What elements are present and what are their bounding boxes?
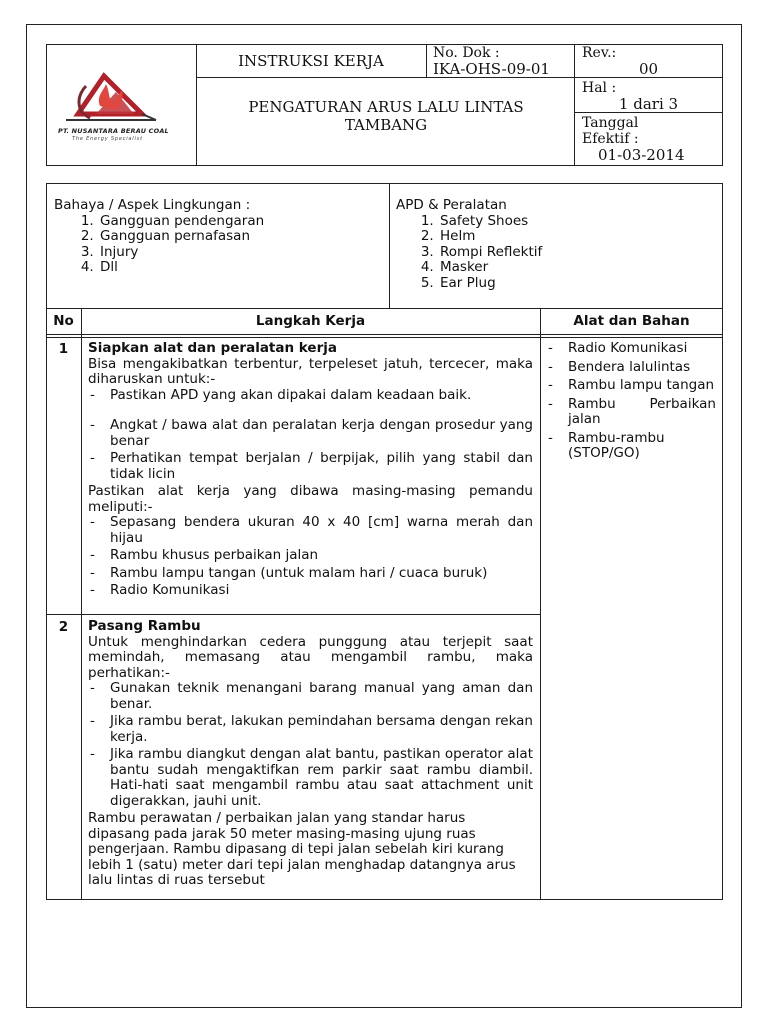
step-closing: Rambu perawatan / perbaikan jalan yang standar harus dipasang pada jarak 50 meter masing-masing ujung ruas pengerjaan. Rambu dipasang di tepi jalan sebelah kiri kurang lebih 1 (satu) meter dari tepi jalan menghadap datangnya arus lalu lintas di ruas tersebut <box>88 810 516 888</box>
step-bullets <box>88 388 533 483</box>
no-dok-label: No. Dok : <box>433 45 500 61</box>
ppe-list <box>396 214 716 292</box>
list-item: - Rambu-rambu (STOP/GO) <box>546 431 716 462</box>
list-item: - Radio Komunikasi <box>546 341 716 357</box>
list-item: 4. Dll <box>98 260 384 276</box>
list-item: - Perhatikan tempat berjalan / berpijak, pilih yang stabil dan tidak licin <box>88 451 533 482</box>
list-item: 3. Injury <box>98 245 384 261</box>
hazards-title: Bahaya / Aspek Lingkungan : <box>54 197 251 213</box>
divider <box>426 44 427 77</box>
list-item: - Rambu Perbaikan jalan <box>546 397 716 428</box>
hal-value: 1 dari 3 <box>618 95 679 113</box>
list-item: - Rambu khusus perbaikan jalan <box>88 548 533 564</box>
divider <box>81 308 82 900</box>
list-item: - Jika rambu berat, lakukan pemindahan bersama dengan rekan kerja. <box>88 714 533 745</box>
company-tagline: The Energy Specialist <box>72 136 143 142</box>
list-item: 2. Gangguan pernafasan <box>98 229 384 245</box>
rev-value: 00 <box>638 60 659 78</box>
ppe-section <box>396 198 716 291</box>
step-cell <box>88 619 533 889</box>
efektif-label: Efektif : <box>582 131 639 147</box>
step-title: Siapkan alat dan peralatan kerja <box>88 340 337 356</box>
tanggal-value: 01-03-2014 <box>598 146 685 164</box>
rev-label: Rev.: <box>582 45 617 61</box>
no-dok-value: IKA-OHS-09-01 <box>433 60 550 78</box>
list-item: 2. Helm <box>438 229 716 245</box>
hal-label: Hal : <box>582 80 617 96</box>
doc-title: PENGATURAN ARUS LALU LINTAS TAMBANG <box>248 98 524 134</box>
doc-type: INSTRUKSI KERJA <box>238 52 384 70</box>
step-intro: Untuk menghindarkan cedera punggung atau terjepit saat memindah, memasang atau mengambil rambu, maka perhatikan:- <box>88 633 533 681</box>
hazards-list <box>54 214 384 276</box>
col-header-no: No <box>53 313 74 329</box>
step-note: Pastikan alat kerja yang dibawa masing-masing pemandu meliputi:- <box>88 483 533 515</box>
list-item: 3. Rompi Reflektif <box>438 245 716 261</box>
list-item: - Angkat / bawa alat dan peralatan kerja dengan prosedur yang benar <box>88 418 533 449</box>
step-bullets <box>88 681 533 809</box>
list-item: - Rambu lampu tangan (untuk malam hari / cuaca buruk) <box>88 566 533 582</box>
row-number: 2 <box>58 619 69 635</box>
step-intro: Bisa mengakibatkan terbentur, terpeleset jatuh, tercecer, maka diharuskan untuk:- <box>88 355 533 387</box>
list-item: - Gunakan teknik menangani barang manual yang aman dan benar. <box>88 681 533 712</box>
list-item: - Radio Komunikasi <box>88 583 533 599</box>
tools-list <box>546 341 716 462</box>
divider <box>540 308 541 900</box>
step-cell <box>88 341 533 599</box>
divider <box>46 334 723 335</box>
row-number: 1 <box>58 341 69 357</box>
company-logo <box>56 56 188 156</box>
list-item: 1. Safety Shoes <box>438 214 716 230</box>
list-item: - Bendera lalulintas <box>546 360 716 376</box>
step-bullets <box>88 515 533 599</box>
col-header-tools: Alat dan Bahan <box>573 313 690 329</box>
divider <box>389 183 390 309</box>
step-title: Pasang Rambu <box>88 618 201 634</box>
list-item: - Rambu lampu tangan <box>546 378 716 394</box>
list-item: 1. Gangguan pendengaran <box>98 214 384 230</box>
list-item: - Sepasang bendera ukuran 40 x 40 [cm] warna merah dan hijau <box>88 515 533 546</box>
col-header-steps: Langkah Kerja <box>255 313 366 329</box>
list-item: - Jika rambu diangkut dengan alat bantu, pastikan operator alat bantu sudah mengaktifkan rem parkir saat rambu diambil. Hati-hati saat mengambil rambu atau saat attachment unit digerakkan, jauhi unit. <box>88 747 533 809</box>
hazards-section <box>54 198 384 276</box>
company-name: PT. NUSANTARA BERAU COAL <box>58 127 169 135</box>
list-item: 4. Masker <box>438 260 716 276</box>
divider <box>46 337 723 338</box>
tools-cell <box>546 341 716 465</box>
ppe-title: APD & Peralatan <box>396 197 507 213</box>
divider <box>46 614 540 615</box>
list-item: 5. Ear Plug <box>438 276 716 292</box>
list-item: - Pastikan APD yang akan dipakai dalam keadaan baik. <box>88 388 533 404</box>
tanggal-label: Tanggal <box>582 115 639 131</box>
